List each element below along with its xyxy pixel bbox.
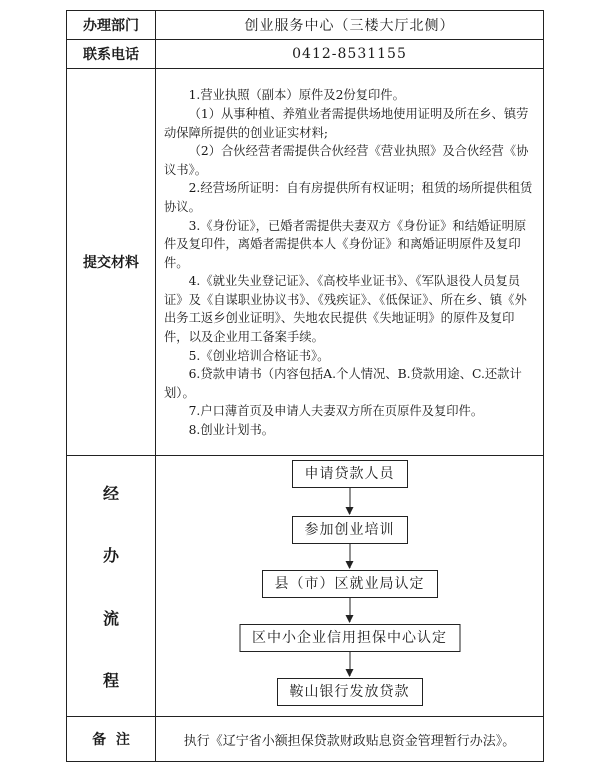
materials-item: （1）从事种植、养殖业者需提供场地使用证明及所在乡、镇劳动保障所提供的创业证实材料; bbox=[164, 106, 529, 140]
row-dept bbox=[67, 11, 544, 40]
materials-item: 5.《创业培训合格证书》。 bbox=[188, 348, 330, 363]
flow-arrow-icon bbox=[349, 652, 350, 676]
flow-step-bank-loan: 鞍山银行发放贷款 bbox=[277, 678, 423, 706]
materials-item: 4.《就业失业登记证》、《高校毕业证书》、《军队退役人员复员证》及《自谋职业协议书》、《残疾证》、《低保证》、所在乡、镇《外出务工返乡创业证明》、失地农民提供《失地证明》的原件及复印件，以及企业用工备案手续。 bbox=[164, 274, 527, 345]
process-label bbox=[67, 481, 155, 691]
flow-arrow-icon bbox=[349, 544, 350, 568]
dept-label: 办理部门 bbox=[67, 11, 156, 40]
process-label-cell bbox=[67, 456, 156, 717]
note-label: 备 注 bbox=[67, 717, 156, 762]
row-materials bbox=[67, 69, 544, 456]
info-table bbox=[66, 10, 544, 762]
flow-arrow-icon bbox=[349, 488, 350, 514]
phone-label: 联系电话 bbox=[67, 40, 156, 69]
phone-value: 0412-8531155 bbox=[156, 40, 544, 69]
process-label-char: 程 bbox=[102, 670, 119, 690]
row-note bbox=[67, 717, 544, 762]
dept-value: 创业服务中心（三楼大厅北侧） bbox=[156, 11, 544, 40]
row-phone bbox=[67, 40, 544, 69]
process-label-char: 流 bbox=[102, 608, 119, 628]
flow-arrow-icon bbox=[349, 598, 350, 622]
materials-item: 3.《身份证》，已婚者需提供夫妻双方《身份证》和结婚证明原件及复印件，离婚者需提供本人《身份证》和离婚证明原件及复印件。 bbox=[164, 218, 527, 270]
materials-item: 2.经营场所证明：自有房提供所有权证明；租赁的场所提供租赁协议。 bbox=[164, 181, 533, 214]
materials-item: 7.户口薄首页及申请人夫妻双方所在页原件及复印件。 bbox=[188, 404, 484, 419]
process-flowchart bbox=[156, 456, 543, 716]
materials-item: 1.营业执照（副本）原件及2份复印件。 bbox=[188, 88, 405, 103]
materials-cell bbox=[156, 69, 544, 456]
materials-list bbox=[156, 80, 543, 443]
flow-step-training: 参加创业培训 bbox=[292, 516, 408, 544]
process-cell bbox=[156, 456, 544, 717]
materials-item: （2）合伙经营者需提供合伙经营《营业执照》及合伙经营《协议书》。 bbox=[164, 144, 529, 177]
flow-step-apply: 申请贷款人员 bbox=[292, 460, 408, 488]
materials-item: 6.贷款申请书（内容包括A.个人情况、B.贷款用途、C.还款计划）。 bbox=[164, 367, 522, 400]
flow-step-guarantee-center: 区中小企业信用担保中心认定 bbox=[239, 624, 460, 652]
materials-item: 8.创业计划书。 bbox=[188, 423, 275, 438]
process-label-char: 经 bbox=[102, 484, 119, 503]
materials-label: 提交材料 bbox=[67, 69, 156, 456]
process-label-char: 办 bbox=[102, 546, 119, 566]
note-value: 执行《辽宁省小额担保贷款财政贴息资金管理暂行办法》。 bbox=[156, 717, 544, 762]
flow-step-county-bureau: 县（市）区就业局认定 bbox=[262, 570, 438, 598]
row-process bbox=[67, 456, 544, 717]
